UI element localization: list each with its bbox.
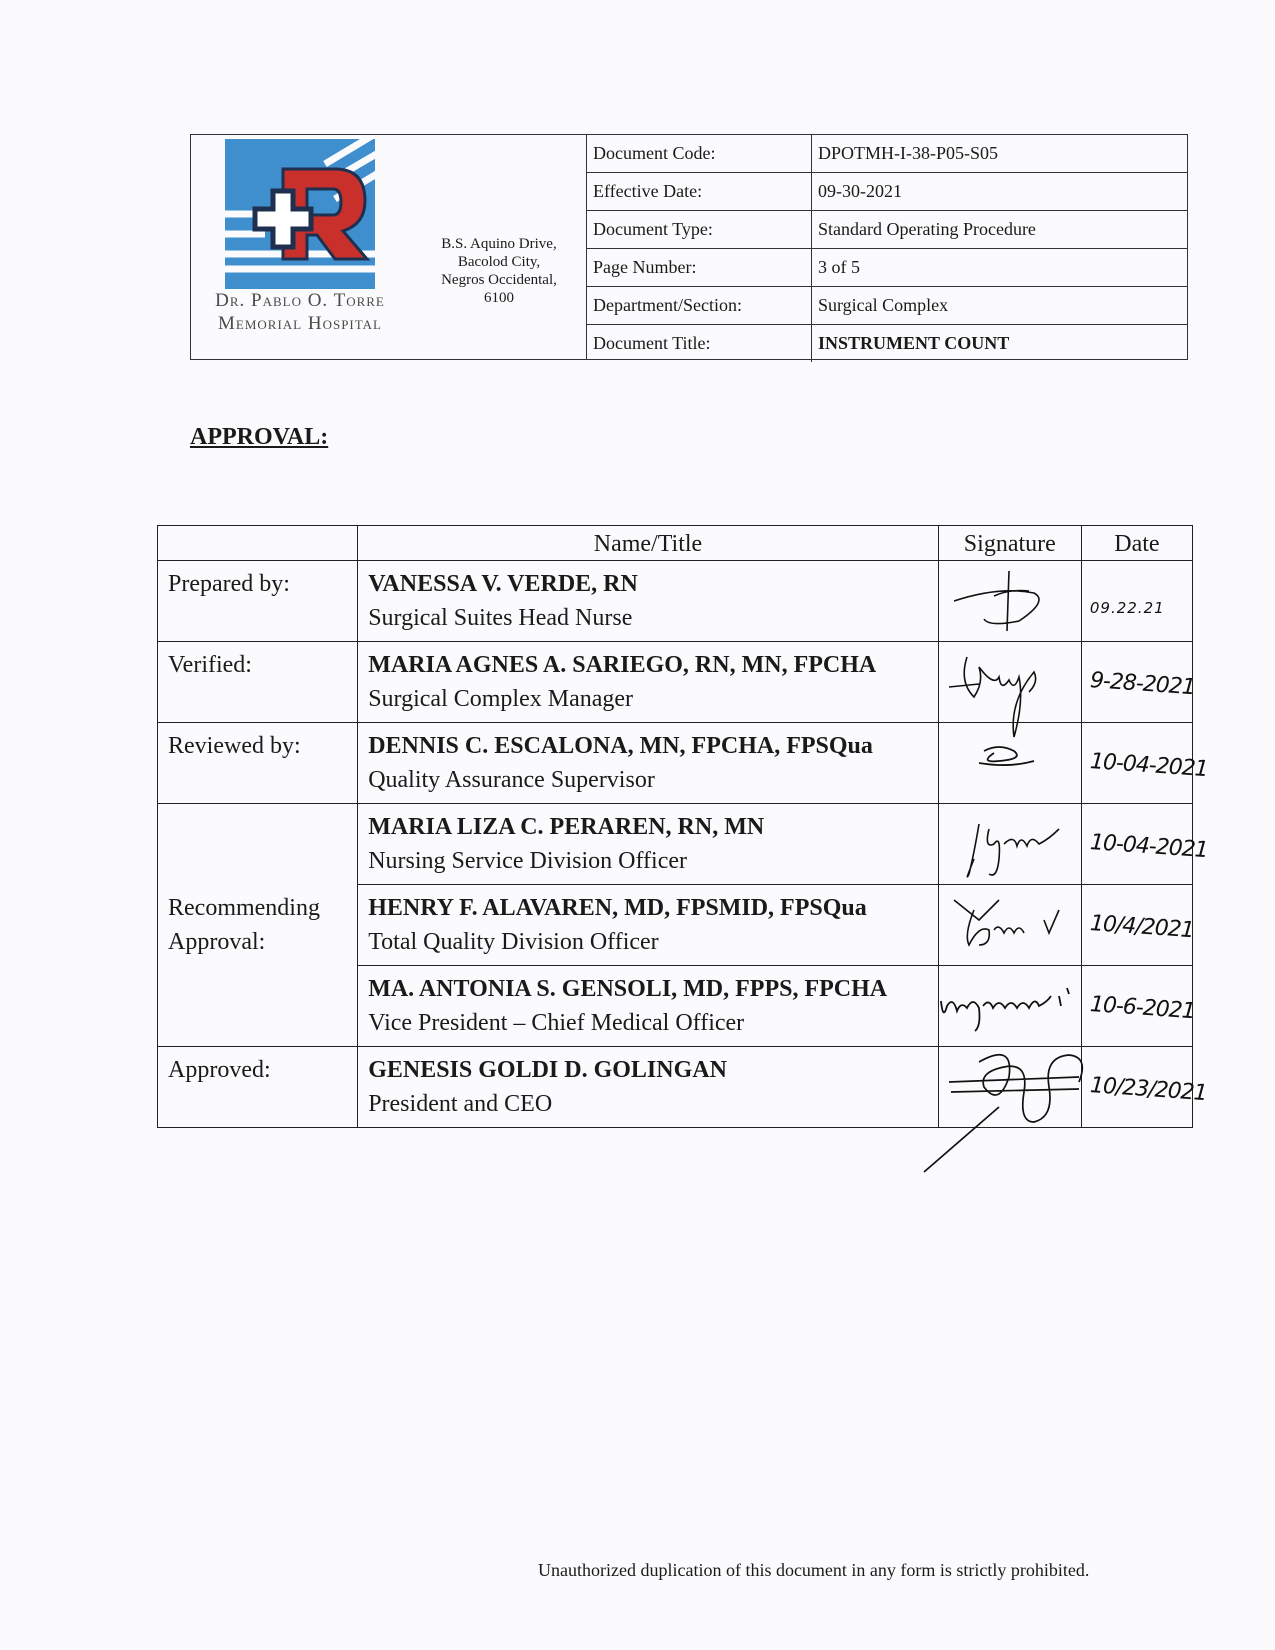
- approval-row: [158, 804, 1193, 885]
- info-row: [587, 249, 1187, 287]
- signatory-title: Total Quality Division Officer: [368, 929, 659, 955]
- duplication-notice: Unauthorized duplication of this document in any form is strictly prohibited.: [538, 1560, 1090, 1580]
- handwritten-date: 10/4/2021: [1089, 911, 1195, 944]
- address-line: Negros Occidental,: [441, 272, 557, 288]
- signature-cell: [938, 1047, 1081, 1128]
- document-info-table: [587, 135, 1187, 362]
- handwritten-signature: [939, 885, 1082, 964]
- handwritten-date: 10-04-2021: [1089, 749, 1209, 783]
- handwritten-signature: [939, 1047, 1082, 1126]
- signatory-name: MA. ANTONIA S. GENSOLI, MD, FPPS, FPCHA: [368, 976, 888, 1002]
- info-row: [587, 173, 1187, 211]
- signatory-name: GENESIS GOLDI D. GOLINGAN: [368, 1057, 727, 1083]
- info-label: Department/Section:: [587, 287, 812, 325]
- name-title-cell: [358, 1047, 939, 1128]
- signature-cell: [938, 642, 1081, 723]
- info-value: Surgical Complex: [812, 287, 1188, 325]
- signatory-title: Surgical Suites Head Nurse: [368, 605, 633, 631]
- signatory-title: Vice President – Chief Medical Officer: [368, 1010, 745, 1036]
- info-row: [587, 211, 1187, 249]
- signatory-title: Nursing Service Division Officer: [368, 848, 688, 874]
- approval-row: [158, 1047, 1193, 1128]
- approval-row: [158, 642, 1193, 723]
- address-line: B.S. Aquino Drive,: [441, 236, 557, 252]
- info-value: DPOTMH-I-38-P05-S05: [812, 135, 1188, 173]
- signatory-name: MARIA LIZA C. PERAREN, RN, MN: [368, 814, 765, 840]
- signature-cell: [938, 966, 1081, 1047]
- date-column-header: Date: [1081, 526, 1192, 561]
- role-cell: Approved:: [158, 1047, 358, 1128]
- name-title-column-header: Name/Title: [358, 526, 939, 561]
- info-value: 09-30-2021: [812, 173, 1188, 211]
- role-cell: Prepared by:: [158, 561, 358, 642]
- signatory-name: MARIA AGNES A. SARIEGO, RN, MN, FPCHA: [368, 652, 877, 678]
- info-value: 3 of 5: [812, 249, 1188, 287]
- handwritten-date: 10-6-2021: [1089, 992, 1196, 1025]
- signatory-title: President and CEO: [368, 1091, 553, 1117]
- role-line: Recommending: [168, 895, 320, 921]
- signatory-title: Surgical Complex Manager: [368, 686, 634, 712]
- date-cell: [1081, 966, 1196, 1047]
- handwritten-signature: [939, 723, 1082, 802]
- handwritten-signature: [939, 642, 1082, 721]
- signatory-name: VANESSA V. VERDE, RN: [368, 571, 638, 597]
- role-cell-recommending: [158, 804, 358, 1047]
- info-label: Document Title:: [587, 325, 812, 363]
- approval-heading: APPROVAL:: [190, 424, 329, 450]
- signature-column-header: Signature: [938, 526, 1081, 561]
- name-title-cell: [358, 885, 939, 966]
- role-column-header: [158, 526, 358, 561]
- document-title-value: INSTRUMENT COUNT: [812, 325, 1188, 363]
- signature-cell: [938, 804, 1081, 885]
- name-title-cell: [358, 966, 939, 1047]
- handwritten-date: 09.22.21: [1089, 599, 1165, 617]
- date-cell: [1081, 1047, 1208, 1128]
- handwritten-date: 9-28-2021: [1089, 668, 1196, 701]
- hospital-name-line1: Dr. Pablo O. Torre: [215, 290, 385, 311]
- hospital-name: [191, 289, 409, 335]
- signature-cell: [938, 723, 1081, 804]
- role-line: Approval:: [168, 929, 266, 955]
- approval-table: [157, 525, 1209, 1128]
- address-line: Bacolod City,: [457, 254, 541, 270]
- info-row: [587, 135, 1187, 173]
- info-label: Effective Date:: [587, 173, 812, 211]
- signature-cell: [938, 561, 1081, 642]
- date-cell: [1081, 723, 1209, 804]
- hospital-logo-icon: [225, 139, 385, 299]
- signature-cell: [938, 885, 1081, 966]
- handwritten-signature: [939, 966, 1082, 1045]
- info-value: Standard Operating Procedure: [812, 211, 1188, 249]
- hospital-name-line2: Memorial Hospital: [218, 313, 382, 334]
- info-label: Document Type:: [587, 211, 812, 249]
- date-cell: [1081, 642, 1196, 723]
- date-cell: [1081, 561, 1192, 642]
- address-line: 6100: [484, 290, 514, 306]
- handwritten-date: 10-04-2021: [1089, 830, 1209, 864]
- role-cell: Reviewed by:: [158, 723, 358, 804]
- signatory-title: Quality Assurance Supervisor: [368, 767, 655, 793]
- name-title-cell: [358, 642, 939, 723]
- approval-row: [158, 723, 1193, 804]
- info-label: Page Number:: [587, 249, 812, 287]
- handwritten-signature: [939, 561, 1082, 640]
- signatory-name: HENRY F. ALAVAREN, MD, FPSMID, FPSQua: [368, 895, 867, 921]
- info-row: [587, 325, 1187, 363]
- name-title-cell: [358, 561, 939, 642]
- approval-header-row: [158, 526, 1193, 561]
- hospital-address: [419, 235, 579, 307]
- name-title-cell: [358, 723, 939, 804]
- handwritten-signature: [939, 804, 1082, 883]
- info-label: Document Code:: [587, 135, 812, 173]
- role-cell: Verified:: [158, 642, 358, 723]
- signatory-name: DENNIS C. ESCALONA, MN, FPCHA, FPSQua: [368, 733, 873, 759]
- document-header: [190, 134, 1188, 360]
- date-cell: [1081, 885, 1195, 966]
- info-row: [587, 287, 1187, 325]
- name-title-cell: [358, 804, 939, 885]
- approval-row: [158, 561, 1193, 642]
- hospital-logo-cell: [191, 135, 587, 359]
- date-cell: [1081, 804, 1209, 885]
- handwritten-date: 10/23/2021: [1089, 1073, 1208, 1107]
